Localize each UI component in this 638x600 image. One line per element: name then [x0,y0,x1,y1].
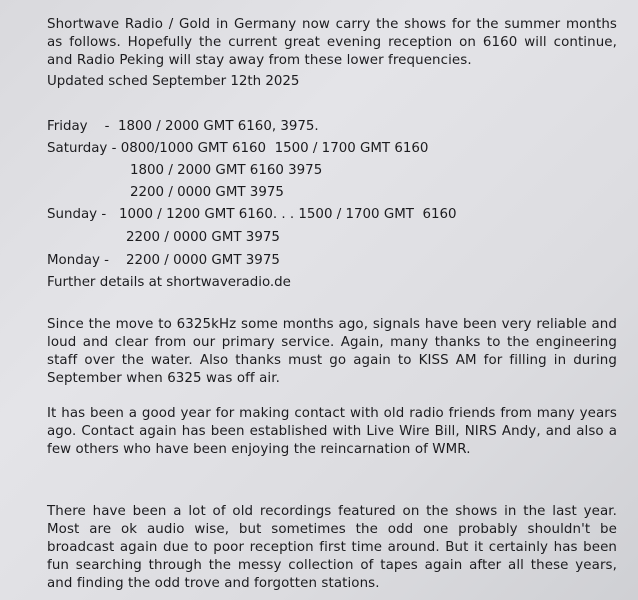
schedule-saturday-2: 1800 / 2000 GMT 6160 3975 [130,163,323,178]
schedule-saturday-3: 2200 / 0000 GMT 3975 [130,185,284,200]
schedule-sunday-1: Sunday - 1000 / 1200 GMT 6160. . . 1500 / 1700 GMT 6160 [47,207,457,222]
updated-line: Updated sched September 12th 2025 [47,74,300,89]
schedule-monday: Monday - 2200 / 0000 GMT 3975 [47,253,280,268]
further-details: Further details at shortwaveradio.de [47,275,291,290]
schedule-sunday-2: 2200 / 0000 GMT 3975 [126,230,280,245]
recordings-paragraph: There have been a lot of old recordings featured on the shows in the last year. Most are ok audio wise, but sometimes the odd one probably shouldn't be broadcast again due to poor reception first time around. But it certainly has been fun searching through the messy collection of tapes again after all these years, and finding the odd trove and forgotten stations. [47,504,617,591]
schedule-friday: Friday - 1800 / 2000 GMT 6160, 3975. [47,119,319,134]
schedule-saturday-1: Saturday - 0800/1000 GMT 6160 1500 / 1700 GMT 6160 [47,141,429,156]
friends-paragraph: It has been a good year for making contact with old radio friends from many years ago. Contact again has been established with Live Wire Bill, NIRS Andy, and also a few others who have been enjoying the reincarnation of WMR. [47,406,617,457]
intro-paragraph: Shortwave Radio / Gold in Germany now carry the shows for the summer months as follows. Hopefully the current great evening reception on 6160 will continue, and Radio Peking will stay away from these lower frequencies. [47,17,617,68]
signals-paragraph: Since the move to 6325kHz some months ago, signals have been very reliable and loud and clear from our primary service. Again, many thanks to the engineering staff over the water. Also thanks must go again to KISS AM for filling in during September when 6325 was off air. [47,317,617,386]
